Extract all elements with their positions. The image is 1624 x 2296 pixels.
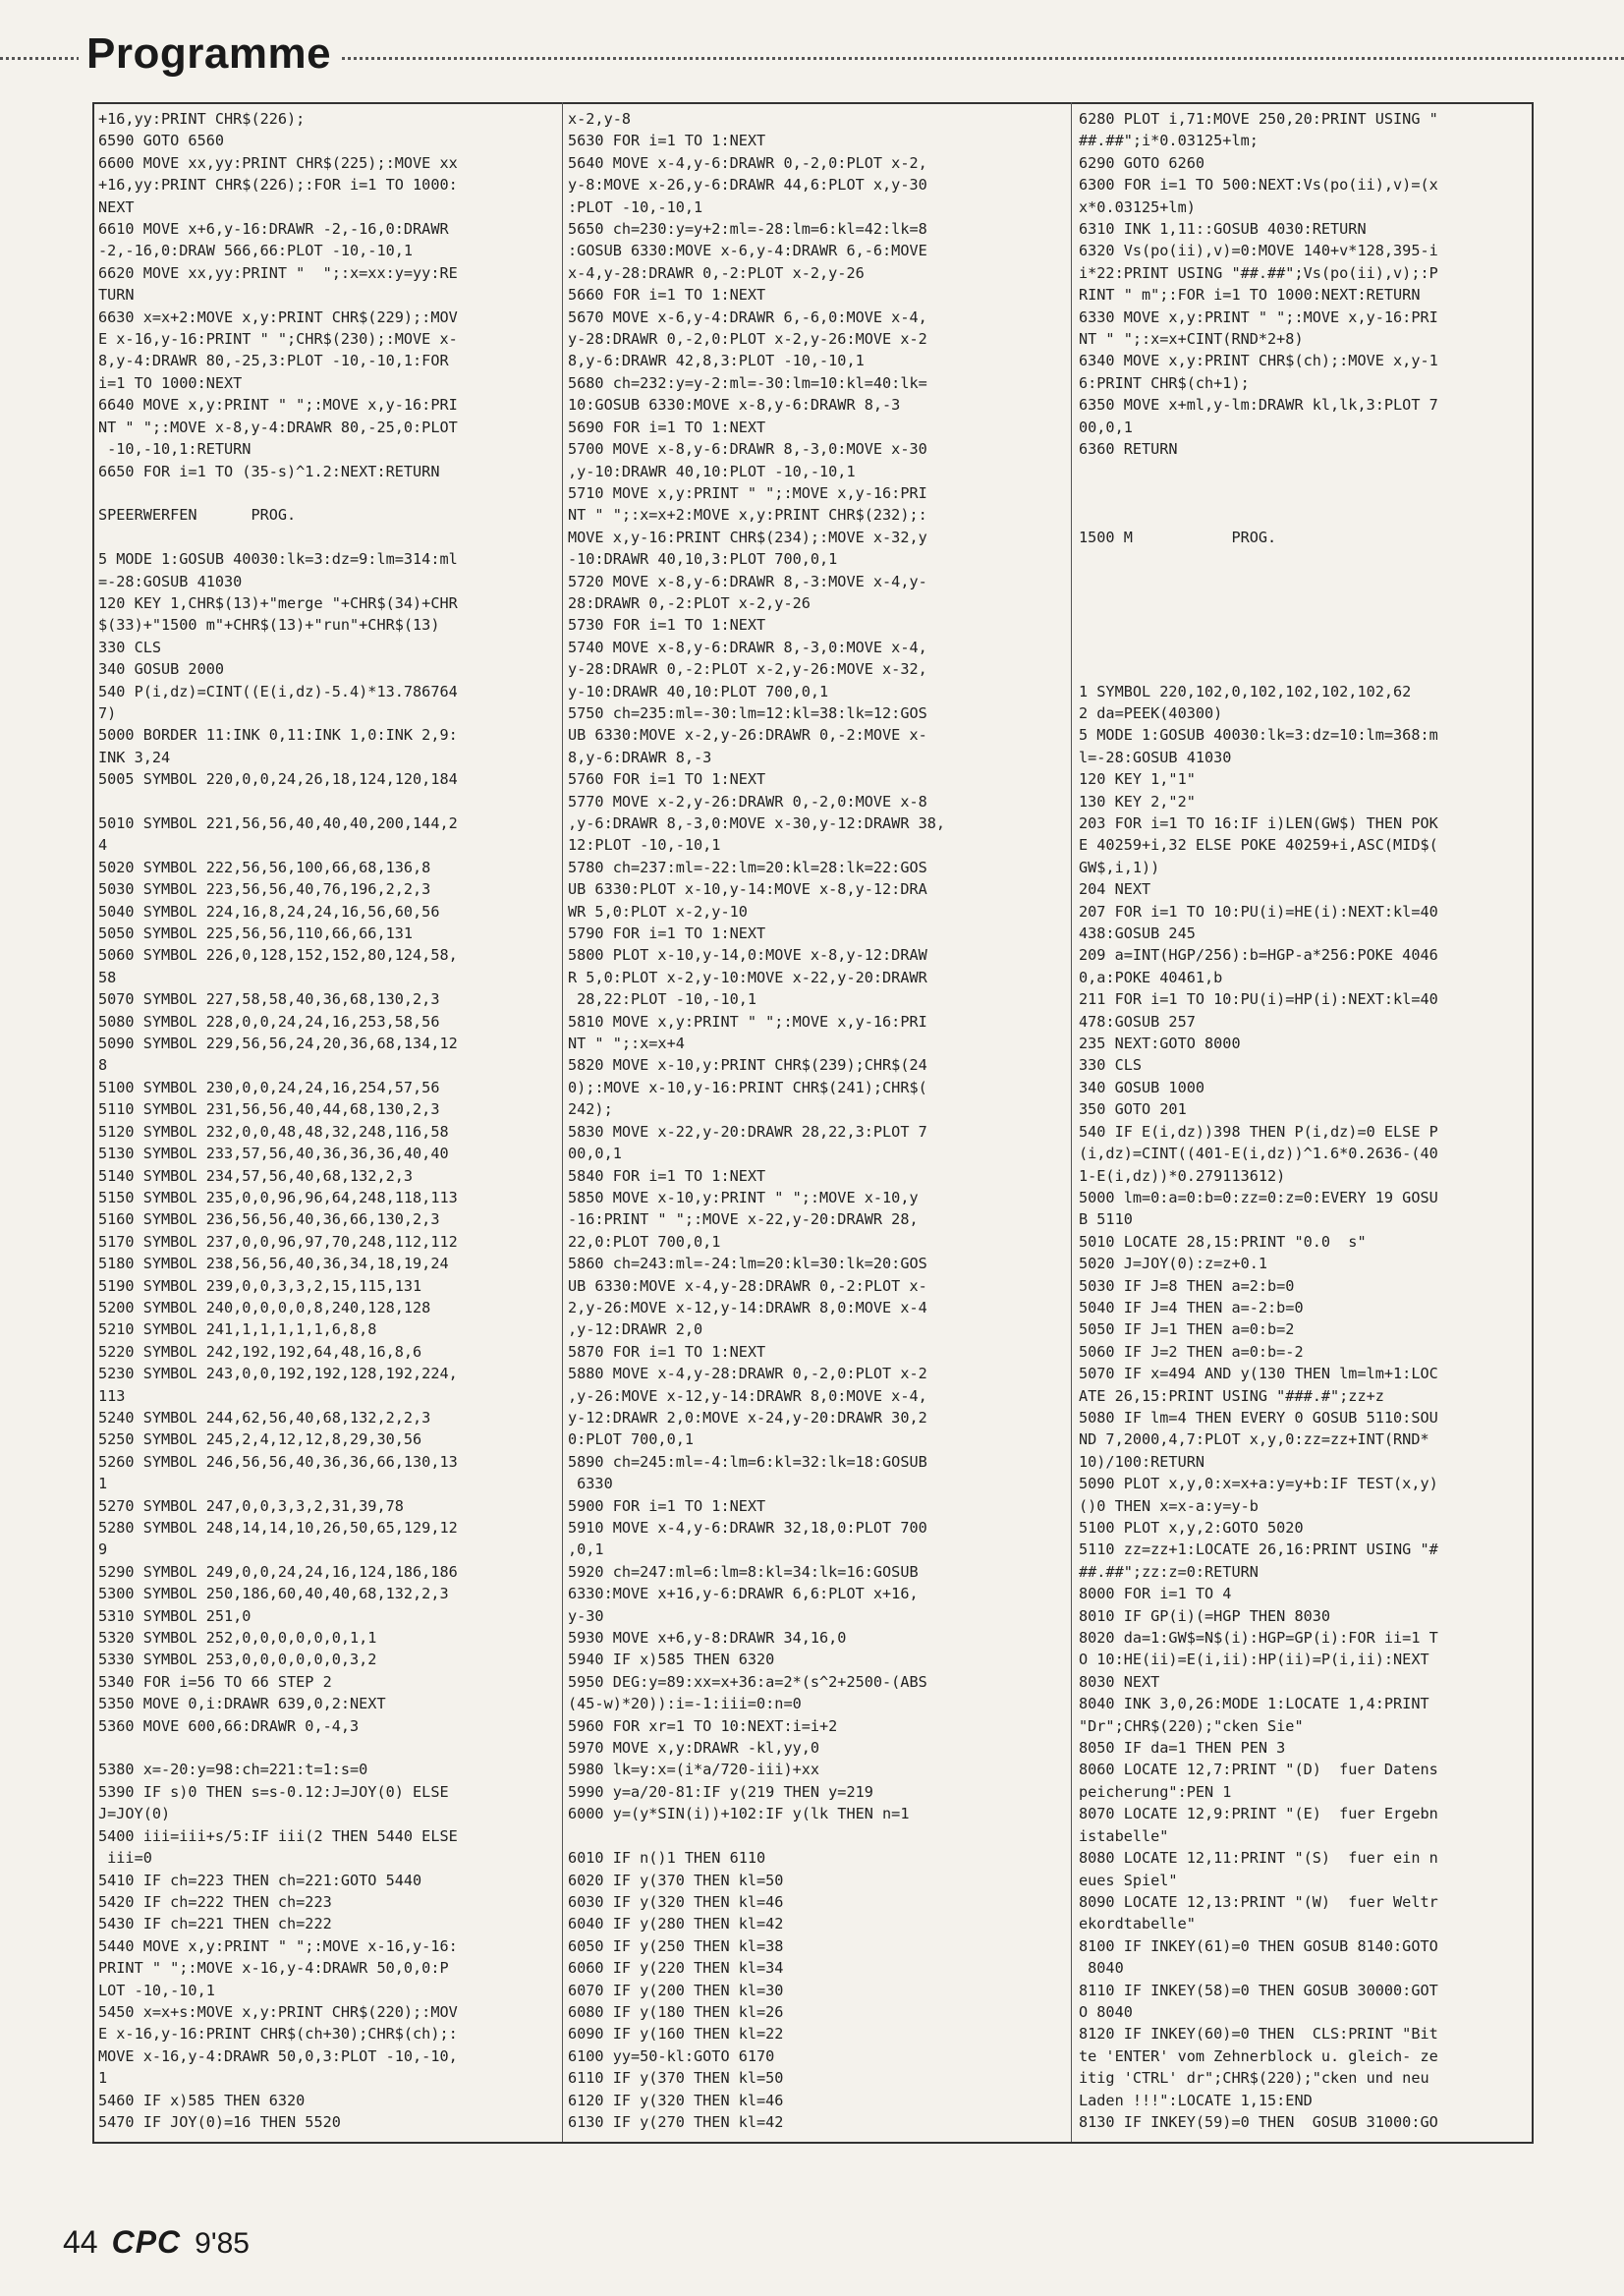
code-line: O 8040: [1079, 2002, 1133, 2021]
code-line: [1079, 461, 1531, 482]
code-line: 5090 PLOT x,y,0:x=x+a:y=y+b:IF TEST(x,y): [1079, 1475, 1438, 1493]
code-line: 438:GOSUB 245: [1079, 924, 1196, 943]
page-number: 44: [63, 2224, 98, 2260]
code-line: 5400 iii=iii+s/5:IF iii(2 THEN 5440 ELSE: [98, 1826, 458, 1845]
code-line: [1079, 571, 1531, 592]
code-line: 5200 SYMBOL 240,0,0,0,0,8,240,128,128: [98, 1298, 431, 1316]
code-line: 5830 MOVE x-22,y-20:DRAWR 28,22,3:PLOT 7: [568, 1122, 927, 1141]
code-line: NT " ";:x=x+4: [568, 1035, 685, 1053]
code-line: 5050 IF J=1 THEN a=0:b=2: [1079, 1320, 1295, 1339]
code-line: 5040 IF J=4 THEN a=-2:b=0: [1079, 1298, 1304, 1316]
code-line: Laden !!!":LOCATE 1,15:END: [1079, 2091, 1313, 2109]
code-line: ()0 THEN x=x-a:y=y-b: [1079, 1496, 1259, 1515]
code-line: 5670 MOVE x-6,y-4:DRAWR 6,-6,0:MOVE x-4,: [568, 308, 927, 326]
code-line: 5180 SYMBOL 238,56,56,40,36,34,18,19,24: [98, 1255, 449, 1273]
code-line: 330 CLS: [1079, 1056, 1143, 1075]
code-line: x-2,y-8: [568, 110, 632, 128]
code-line: 540 IF E(i,dz))398 THEN P(i,dz)=0 ELSE P: [1079, 1122, 1438, 1141]
code-line: 8130 IF INKEY(59)=0 THEN GOSUB 31000:GO: [1079, 2112, 1438, 2131]
code-line: 10)/100:RETURN: [1079, 1452, 1205, 1471]
code-line: 5950 DEG:y=89:xx=x+36:a=2*(s^2+2500-(ABS: [568, 1672, 927, 1691]
code-line: 120 KEY 1,"1": [1079, 770, 1196, 789]
code-line: 5720 MOVE x-8,y-6:DRAWR 8,-3:MOVE x-4,y-: [568, 572, 927, 590]
code-line: 5360 MOVE 600,66:DRAWR 0,-4,3: [98, 1716, 360, 1735]
code-line: 0);:MOVE x-10,y-16:PRINT CHR$(241);CHR$(: [568, 1078, 927, 1096]
code-line: iii=0: [98, 1849, 152, 1868]
code-line: 5080 SYMBOL 228,0,0,24,24,16,253,58,56: [98, 1012, 440, 1031]
code-line: PRINT " ";:MOVE x-16,y-4:DRAWR 50,0,0:P: [98, 1959, 449, 1978]
code-line: 0,a:POKE 40461,b: [1079, 968, 1223, 986]
column-divider: [1071, 102, 1072, 2142]
code-line: 7): [98, 703, 117, 722]
code-line: 6010 IF n()1 THEN 6110: [568, 1849, 766, 1868]
code-line: 113: [98, 1386, 126, 1405]
code-line: [1079, 658, 1531, 680]
code-line: NT " ";:MOVE x-8,y-4:DRAWR 80,-25,0:PLOT: [98, 418, 458, 436]
code-line: 8100 IF INKEY(61)=0 THEN GOSUB 8140:GOTO: [1079, 1936, 1438, 1955]
code-line: 5110 SYMBOL 231,56,56,40,44,68,130,2,3: [98, 1100, 440, 1119]
code-line: 8,y-4:DRAWR 80,-25,3:PLOT -10,-10,1:FOR: [98, 352, 449, 370]
code-line: 5010 SYMBOL 221,56,56,40,40,40,200,144,2: [98, 814, 458, 832]
code-line: 5820 MOVE x-10,y:PRINT CHR$(239);CHR$(24: [568, 1056, 927, 1075]
code-line: 8050 IF da=1 THEN PEN 3: [1079, 1739, 1286, 1758]
code-line: 5440 MOVE x,y:PRINT " ";:MOVE x-16,y-16:: [98, 1936, 458, 1955]
code-line: 22,0:PLOT 700,0,1: [568, 1232, 721, 1251]
code-line: 5080 IF lm=4 THEN EVERY 0 GOSUB 5110:SOU: [1079, 1408, 1438, 1427]
code-line: 6110 IF y(370 THEN kl=50: [568, 2069, 784, 2088]
code-line: 5040 SYMBOL 224,16,8,24,24,16,56,60,56: [98, 902, 440, 921]
code-line: 5005 SYMBOL 220,0,0,24,26,18,124,120,184: [98, 770, 458, 789]
code-line: [98, 482, 558, 504]
code-line: 5320 SYMBOL 252,0,0,0,0,0,0,1,1: [98, 1629, 377, 1648]
code-line: 5980 lk=y:x=(i*a/720-iii)+xx: [568, 1761, 820, 1779]
code-line: 5910 MOVE x-4,y-6:DRAWR 32,18,0:PLOT 700: [568, 1519, 927, 1537]
code-line: 5450 x=x+s:MOVE x,y:PRINT CHR$(220);:MOV: [98, 2002, 458, 2021]
code-line: 10:GOSUB 6330:MOVE x-8,y-6:DRAWR 8,-3: [568, 396, 901, 415]
code-line: =-28:GOSUB 41030: [98, 572, 243, 590]
code-line: 6600 MOVE xx,yy:PRINT CHR$(225);:MOVE xx: [98, 153, 458, 172]
code-line: 8120 IF INKEY(60)=0 THEN CLS:PRINT "Bit: [1079, 2025, 1438, 2044]
code-line: 5920 ch=247:ml=6:lm=8:kl=34:lk=16:GOSUB: [568, 1562, 919, 1581]
code-line: 5390 IF s)0 THEN s=s-0.12:J=JOY(0) ELSE: [98, 1782, 449, 1801]
code-line: 5990 y=a/20-81:IF y(219 THEN y=219: [568, 1782, 873, 1801]
code-line: 9: [98, 1540, 108, 1559]
code-line: -10,-10,1:RETURN: [98, 440, 252, 459]
code-line: 6640 MOVE x,y:PRINT " ";:MOVE x,y-16:PRI: [98, 396, 458, 415]
code-line: [98, 527, 558, 548]
code-line: 8110 IF INKEY(58)=0 THEN GOSUB 30000:GOT: [1079, 1981, 1438, 1999]
code-line: 5700 MOVE x-8,y-6:DRAWR 8,-3,0:MOVE x-30: [568, 440, 927, 459]
code-line: UB 6330:MOVE x-4,y-28:DRAWR 0,-2:PLOT x-: [568, 1276, 927, 1295]
code-line: 5660 FOR i=1 TO 1:NEXT: [568, 286, 766, 305]
code-line: 350 GOTO 201: [1079, 1100, 1187, 1119]
code-line: 8000 FOR i=1 TO 4: [1079, 1585, 1232, 1603]
code-line: INK 3,24: [98, 748, 171, 766]
code-line: 6310 INK 1,11::GOSUB 4030:RETURN: [1079, 220, 1367, 239]
code-line: 5000 BORDER 11:INK 0,11:INK 1,0:INK 2,9:: [98, 726, 458, 745]
code-line: [98, 1737, 558, 1759]
code-line: [1079, 637, 1531, 658]
code-line: 5350 MOVE 0,i:DRAWR 639,0,2:NEXT: [98, 1695, 386, 1713]
code-line: 8: [98, 1056, 108, 1075]
code-line: [1079, 548, 1531, 570]
code-line: 6040 IF y(280 THEN kl=42: [568, 1915, 784, 1933]
code-line: 5100 PLOT x,y,2:GOTO 5020: [1079, 1519, 1304, 1537]
code-line: 5090 SYMBOL 229,56,56,24,20,36,68,134,12: [98, 1035, 458, 1053]
code-line: 5050 SYMBOL 225,56,56,110,66,66,131: [98, 924, 414, 943]
code-line: -2,-16,0:DRAW 566,66:PLOT -10,-10,1: [98, 242, 414, 260]
code-line: l=-28:GOSUB 41030: [1079, 748, 1232, 766]
code-line: 58: [98, 968, 117, 986]
code-line: 204 NEXT: [1079, 880, 1151, 899]
code-line: ATE 26,15:PRINT USING "###.#";zz+z: [1079, 1386, 1384, 1405]
code-line: 5860 ch=243:ml=-24:lm=20:kl=30:lk=20:GOS: [568, 1255, 927, 1273]
code-line: R 5,0:PLOT x-2,y-10:MOVE x-22,y-20:DRAWR: [568, 968, 927, 986]
code-line: 5890 ch=245:ml=-4:lm=6:kl=32:lk=18:GOSUB: [568, 1452, 927, 1471]
code-line: 6330: [568, 1475, 613, 1493]
code-line: [1079, 504, 1531, 526]
code-line: MOVE x,y-16:PRINT CHR$(234);:MOVE x-32,y: [568, 528, 927, 546]
code-line: 5290 SYMBOL 249,0,0,24,24,16,124,186,186: [98, 1562, 458, 1581]
code-line: 5020 SYMBOL 222,56,56,100,66,68,136,8: [98, 858, 431, 876]
code-line: 242);: [568, 1100, 613, 1119]
code-line: i*22:PRINT USING "##.##";Vs(po(ii),v);:P: [1079, 263, 1438, 282]
code-line: 5460 IF x)585 THEN 6320: [98, 2091, 306, 2109]
code-line: (i,dz)=CINT((401-E(i,dz))^1.6*0.2636-(40: [1079, 1145, 1438, 1163]
code-line: y-30: [568, 1606, 604, 1625]
code-line: 5020 J=JOY(0):z=z+0.1: [1079, 1255, 1268, 1273]
code-line: eues Spiel": [1079, 1871, 1178, 1889]
code-line: 5850 MOVE x-10,y:PRINT " ";:MOVE x-10,y: [568, 1188, 919, 1206]
code-line: 5960 FOR xr=1 TO 10:NEXT:i=i+2: [568, 1716, 838, 1735]
code-line: 6050 IF y(250 THEN kl=38: [568, 1936, 784, 1955]
code-line: :GOSUB 6330:MOVE x-6,y-4:DRAWR 6,-6:MOVE: [568, 242, 927, 260]
code-line: 8070 LOCATE 12,9:PRINT "(E) fuer Ergebn: [1079, 1805, 1438, 1823]
code-line: 5060 SYMBOL 226,0,128,152,152,80,124,58,: [98, 946, 458, 965]
code-line: 5070 SYMBOL 227,58,58,40,36,68,130,2,3: [98, 990, 440, 1009]
code-line: 6590 GOTO 6560: [98, 132, 225, 150]
code-line: -16:PRINT " ";:MOVE x-22,y-20:DRAWR 28,: [568, 1210, 919, 1229]
code-line: 5 MODE 1:GOSUB 40030:lk=3:dz=10:lm=368:m: [1079, 726, 1438, 745]
code-line: [1079, 592, 1531, 614]
code-line: 5130 SYMBOL 233,57,56,40,36,36,36,40,40: [98, 1145, 449, 1163]
column-divider: [562, 102, 563, 2142]
code-line: 0:PLOT 700,0,1: [568, 1430, 695, 1449]
code-line: 6650 FOR i=1 TO (35-s)^1.2:NEXT:RETURN: [98, 462, 440, 480]
code-line: 5750 ch=235:ml=-30:lm=12:kl=38:lk=12:GOS: [568, 703, 927, 722]
code-line: 6360 RETURN: [1079, 440, 1178, 459]
code-line: 8020 da=1:GW$=N$(i):HGP=GP(i):FOR ii=1 T: [1079, 1629, 1438, 1648]
code-line: te 'ENTER' vom Zehnerblock u. gleich- ze: [1079, 2046, 1438, 2065]
code-line: 235 NEXT:GOTO 8000: [1079, 1035, 1241, 1053]
code-line: 5220 SYMBOL 242,192,192,64,48,16,8,6: [98, 1342, 422, 1361]
code-line: 5380 x=-20:y=98:ch=221:t=1:s=0: [98, 1761, 368, 1779]
section-title: Programme: [79, 29, 339, 79]
code-line: 5 MODE 1:GOSUB 40030:lk=3:dz=9:lm=314:ml: [98, 550, 458, 569]
code-line: 00,0,1: [568, 1145, 622, 1163]
code-line: 00,0,1: [1079, 418, 1133, 436]
code-line: 8,y-6:DRAWR 8,-3: [568, 748, 712, 766]
code-line: 8,y-6:DRAWR 42,8,3:PLOT -10,-10,1: [568, 352, 865, 370]
code-line: NEXT: [98, 197, 135, 216]
code-line: 5160 SYMBOL 236,56,56,40,36,66,130,2,3: [98, 1210, 440, 1229]
code-line: y-12:DRAWR 2,0:MOVE x-24,y-20:DRAWR 30,2: [568, 1408, 927, 1427]
code-line: 5270 SYMBOL 247,0,0,3,3,2,31,39,78: [98, 1496, 404, 1515]
code-line: 5770 MOVE x-2,y-26:DRAWR 0,-2,0:MOVE x-8: [568, 792, 927, 811]
code-line: 2,y-26:MOVE x-12,y-14:DRAWR 8,0:MOVE x-4: [568, 1298, 927, 1316]
code-line: 330 CLS: [98, 638, 162, 656]
code-line: 5970 MOVE x,y:DRAWR -kl,yy,0: [568, 1739, 820, 1758]
code-line: 12:PLOT -10,-10,1: [568, 836, 721, 855]
code-line: 6320 Vs(po(ii),v)=0:MOVE 140+v*128,395-i: [1079, 242, 1438, 260]
code-line: E 40259+i,32 ELSE POKE 40259+i,ASC(MID$(: [1079, 836, 1438, 855]
code-line: 6300 FOR i=1 TO 500:NEXT:Vs(po(ii),v)=(x: [1079, 176, 1438, 195]
code-line: 120 KEY 1,CHR$(13)+"merge "+CHR$(34)+CHR: [98, 593, 458, 612]
listing-column-1: [98, 108, 558, 2132]
code-line: 5330 SYMBOL 253,0,0,0,0,0,0,3,2: [98, 1651, 377, 1669]
code-line: 8080 LOCATE 12,11:PRINT "(S) fuer ein n: [1079, 1849, 1438, 1868]
code-line: y-28:DRAWR 0,-2:PLOT x-2,y-26:MOVE x-32,: [568, 660, 927, 679]
code-line: RINT " m";:FOR i=1 TO 1000:NEXT:RETURN: [1079, 286, 1421, 305]
code-line: B 5110: [1079, 1210, 1133, 1229]
code-line: 5930 MOVE x+6,y-8:DRAWR 34,16,0: [568, 1629, 847, 1648]
code-line: 5710 MOVE x,y:PRINT " ";:MOVE x,y-16:PRI: [568, 483, 927, 502]
code-line: 5110 zz=zz+1:LOCATE 26,16:PRINT USING "#: [1079, 1540, 1438, 1559]
code-line: 5300 SYMBOL 250,186,60,40,40,68,132,2,3: [98, 1585, 449, 1603]
code-line: [98, 791, 558, 812]
code-line: 6290 GOTO 6260: [1079, 153, 1205, 172]
code-line: [1079, 482, 1531, 504]
code-line: 5340 FOR i=56 TO 66 STEP 2: [98, 1672, 332, 1691]
code-line: 1500 M PROG.: [1079, 528, 1277, 546]
code-line: 5780 ch=237:ml=-22:lm=20:kl=28:lk=22:GOS: [568, 858, 927, 876]
code-line: WR 5,0:PLOT x-2,y-10: [568, 902, 748, 921]
code-line: 6:PRINT CHR$(ch+1);: [1079, 373, 1250, 392]
code-line: 8040 INK 3,0,26:MODE 1:LOCATE 1,4:PRINT: [1079, 1695, 1429, 1713]
code-line: 6070 IF y(200 THEN kl=30: [568, 1981, 784, 1999]
code-line: 2 da=PEEK(40300): [1079, 703, 1223, 722]
code-line: ##.##";zz:z=0:RETURN: [1079, 1562, 1259, 1581]
code-line: 5170 SYMBOL 237,0,0,96,97,70,248,112,112: [98, 1232, 458, 1251]
code-line: 5000 lm=0:a=0:b=0:zz=0:z=0:EVERY 19 GOSU: [1079, 1188, 1438, 1206]
code-line: TURN: [98, 286, 135, 305]
code-line: ND 7,2000,4,7:PLOT x,y,0:zz=zz+INT(RND*: [1079, 1430, 1429, 1449]
listing-column-3: [1079, 108, 1531, 2132]
code-line: 5010 LOCATE 28,15:PRINT "0.0 s": [1079, 1232, 1367, 1251]
code-line: 478:GOSUB 257: [1079, 1012, 1196, 1031]
code-line: y-10:DRAWR 40,10:PLOT 700,0,1: [568, 682, 829, 700]
code-line: 5640 MOVE x-4,y-6:DRAWR 0,-2,0:PLOT x-2,: [568, 153, 927, 172]
code-line: "Dr";CHR$(220);"cken Sie": [1079, 1716, 1304, 1735]
code-line: 1: [98, 1475, 108, 1493]
code-line: y-8:MOVE x-26,y-6:DRAWR 44,6:PLOT x,y-30: [568, 176, 927, 195]
code-line: 5680 ch=232:y=y-2:ml=-30:lm=10:kl=40:lk=: [568, 373, 927, 392]
code-line: 5250 SYMBOL 245,2,4,12,12,8,29,30,56: [98, 1430, 422, 1449]
code-line: 6100 yy=50-kl:GOTO 6170: [568, 2046, 775, 2065]
code-line: 5730 FOR i=1 TO 1:NEXT: [568, 616, 766, 635]
code-line: 5840 FOR i=1 TO 1:NEXT: [568, 1166, 766, 1185]
code-line: -10:DRAWR 40,10,3:PLOT 700,0,1: [568, 550, 838, 569]
code-line: 5430 IF ch=221 THEN ch=222: [98, 1915, 332, 1933]
code-line: MOVE x-16,y-4:DRAWR 50,0,3:PLOT -10,-10,: [98, 2046, 458, 2065]
code-line: 28:DRAWR 0,-2:PLOT x-2,y-26: [568, 593, 811, 612]
code-line: 8030 NEXT: [1079, 1672, 1160, 1691]
code-line: 6120 IF y(320 THEN kl=46: [568, 2091, 784, 2109]
code-line: 5030 IF J=8 THEN a=2:b=0: [1079, 1276, 1295, 1295]
code-line: 1 SYMBOL 220,102,0,102,102,102,102,62: [1079, 682, 1412, 700]
code-line: 5740 MOVE x-8,y-6:DRAWR 8,-3,0:MOVE x-4,: [568, 638, 927, 656]
code-line: x*0.03125+lm): [1079, 197, 1196, 216]
code-line: 207 FOR i=1 TO 10:PU(i)=HE(i):NEXT:kl=40: [1079, 902, 1438, 921]
code-line: peicherung":PEN 1: [1079, 1782, 1232, 1801]
code-line: 6350 MOVE x+ml,y-lm:DRAWR kl,lk,3:PLOT 7: [1079, 396, 1438, 415]
code-line: 8060 LOCATE 12,7:PRINT "(D) fuer Datens: [1079, 1761, 1438, 1779]
code-line: 211 FOR i=1 TO 10:PU(i)=HP(i):NEXT:kl=40: [1079, 990, 1438, 1009]
code-line: 6130 IF y(270 THEN kl=42: [568, 2112, 784, 2131]
magazine-logo: CPC: [111, 2224, 182, 2260]
code-line: 5190 SYMBOL 239,0,0,3,3,2,15,115,131: [98, 1276, 422, 1295]
code-line: ##.##";i*0.03125+lm;: [1079, 132, 1259, 150]
code-line: 5650 ch=230:y=y+2:ml=-28:lm=6:kl=42:lk=8: [568, 220, 927, 239]
code-line: O 10:HE(ii)=E(i,ii):HP(ii)=P(i,ii):NEXT: [1079, 1651, 1429, 1669]
code-line: ekordtabelle": [1079, 1915, 1196, 1933]
code-line: 6020 IF y(370 THEN kl=50: [568, 1871, 784, 1889]
code-line: 540 P(i,dz)=CINT((E(i,dz)-5.4)*13.786764: [98, 682, 458, 700]
page-footer: [63, 2224, 250, 2261]
code-line: 6060 IF y(220 THEN kl=34: [568, 1959, 784, 1978]
code-line: GW$,i,1)): [1079, 858, 1160, 876]
code-line: 5260 SYMBOL 246,56,56,40,36,36,66,130,13: [98, 1452, 458, 1471]
code-line: istabelle": [1079, 1826, 1169, 1845]
code-line: 5100 SYMBOL 230,0,0,24,24,16,254,57,56: [98, 1078, 440, 1096]
code-line: 5210 SYMBOL 241,1,1,1,1,1,6,8,8: [98, 1320, 377, 1339]
code-line: SPEERWERFEN PROG.: [98, 506, 297, 525]
code-line: ,0,1: [568, 1540, 604, 1559]
code-line: 5140 SYMBOL 234,57,56,40,68,132,2,3: [98, 1166, 414, 1185]
code-line: :PLOT -10,-10,1: [568, 197, 703, 216]
code-line: 5070 IF x=494 AND y(130 THEN lm=lm+1:LOC: [1079, 1365, 1438, 1383]
code-line: ,y-6:DRAWR 8,-3,0:MOVE x-30,y-12:DRAWR 38,: [568, 814, 946, 832]
code-line: 8090 LOCATE 12,13:PRINT "(W) fuer Weltr: [1079, 1892, 1438, 1911]
code-line: 5940 IF x)585 THEN 6320: [568, 1651, 775, 1669]
code-line: NT " ";:x=x+2:MOVE x,y:PRINT CHR$(232);:: [568, 506, 927, 525]
code-line: 8040: [1079, 1959, 1124, 1978]
code-line: E x-16,y-16:PRINT CHR$(ch+30);CHR$(ch);:: [98, 2025, 458, 2044]
code-line: 5120 SYMBOL 232,0,0,48,48,32,248,116,58: [98, 1122, 449, 1141]
code-line: 5470 IF JOY(0)=16 THEN 5520: [98, 2112, 341, 2131]
code-line: 5800 PLOT x-10,y-14,0:MOVE x-8,y-12:DRAW: [568, 946, 927, 965]
code-line: ,y-26:MOVE x-12,y-14:DRAWR 8,0:MOVE x-4,: [568, 1386, 927, 1405]
code-line: 6330 MOVE x,y:PRINT " ";:MOVE x,y-16:PRI: [1079, 308, 1438, 326]
code-line: 5870 FOR i=1 TO 1:NEXT: [568, 1342, 766, 1361]
code-line: 5060 IF J=2 THEN a=0:b=-2: [1079, 1342, 1304, 1361]
code-line: [568, 1825, 1039, 1847]
code-line: 6030 IF y(320 THEN kl=46: [568, 1892, 784, 1911]
code-line: 8010 IF GP(i)(=HGP THEN 8030: [1079, 1606, 1331, 1625]
code-line: 5410 IF ch=223 THEN ch=221:GOTO 5440: [98, 1871, 422, 1889]
code-line: UB 6330:MOVE x-2,y-26:DRAWR 0,-2:MOVE x-: [568, 726, 927, 745]
code-line: 340 GOSUB 1000: [1079, 1078, 1205, 1096]
code-line: 5310 SYMBOL 251,0: [98, 1606, 252, 1625]
code-line: 5630 FOR i=1 TO 1:NEXT: [568, 132, 766, 150]
code-line: 6090 IF y(160 THEN kl=22: [568, 2025, 784, 2044]
code-line: NT " ";:x=x+CINT(RND*2+8): [1079, 330, 1304, 349]
code-line: 5880 MOVE x-4,y-28:DRAWR 0,-2,0:PLOT x-2: [568, 1365, 927, 1383]
code-line: UB 6330:PLOT x-10,y-14:MOVE x-8,y-12:DRA: [568, 880, 927, 899]
code-line: 5230 SYMBOL 243,0,0,192,192,128,192,224,: [98, 1365, 458, 1383]
code-line: 340 GOSUB 2000: [98, 660, 225, 679]
code-line: 5280 SYMBOL 248,14,14,10,26,50,65,129,12: [98, 1519, 458, 1537]
code-line: 6340 MOVE x,y:PRINT CHR$(ch);:MOVE x,y-1: [1079, 352, 1438, 370]
code-line: itig 'CTRL' dr";CHR$(220);"cken und neu: [1079, 2069, 1429, 2088]
code-line: 6080 IF y(180 THEN kl=26: [568, 2002, 784, 2021]
code-line: [1079, 614, 1531, 636]
code-line: 1: [98, 2069, 108, 2088]
code-line: 5690 FOR i=1 TO 1:NEXT: [568, 418, 766, 436]
code-line: 5240 SYMBOL 244,62,56,40,68,132,2,2,3: [98, 1408, 431, 1427]
code-line: +16,yy:PRINT CHR$(226);: [98, 110, 306, 128]
code-line: +16,yy:PRINT CHR$(226);:FOR i=1 TO 1000:: [98, 176, 458, 195]
code-line: $(33)+"1500 m"+CHR$(13)+"run"+CHR$(13): [98, 616, 440, 635]
code-line: 209 a=INT(HGP/256):b=HGP-a*256:POKE 4046: [1079, 946, 1438, 965]
code-line: y-28:DRAWR 0,-2,0:PLOT x-2,y-26:MOVE x-2: [568, 330, 927, 349]
code-line: LOT -10,-10,1: [98, 1981, 215, 1999]
code-line: 5790 FOR i=1 TO 1:NEXT: [568, 924, 766, 943]
code-line: i=1 TO 1000:NEXT: [98, 373, 243, 392]
code-line: E x-16,y-16:PRINT " ";CHR$(230);:MOVE x-: [98, 330, 458, 349]
code-line: 5150 SYMBOL 235,0,0,96,96,64,248,118,113: [98, 1188, 458, 1206]
issue-label: 9'85: [195, 2227, 250, 2260]
code-line: 5760 FOR i=1 TO 1:NEXT: [568, 770, 766, 789]
code-line: 1-E(i,dz))*0.279113612): [1079, 1166, 1286, 1185]
listing-column-2: [568, 108, 1039, 2132]
code-line: 5420 IF ch=222 THEN ch=223: [98, 1892, 332, 1911]
code-line: 4: [98, 836, 108, 855]
code-line: 203 FOR i=1 TO 16:IF i)LEN(GW$) THEN POK: [1079, 814, 1438, 832]
code-line: 6330:MOVE x+16,y-6:DRAWR 6,6:PLOT x+16,: [568, 1585, 919, 1603]
code-line: ,y-10:DRAWR 40,10:PLOT -10,-10,1: [568, 462, 856, 480]
code-line: J=JOY(0): [98, 1805, 171, 1823]
code-line: ,y-12:DRAWR 2,0: [568, 1320, 703, 1339]
code-line: x-4,y-28:DRAWR 0,-2:PLOT x-2,y-26: [568, 263, 865, 282]
code-line: 130 KEY 2,"2": [1079, 792, 1196, 811]
code-line: 5900 FOR i=1 TO 1:NEXT: [568, 1496, 766, 1515]
code-line: (45-w)*20)):i=-1:iii=0:n=0: [568, 1695, 802, 1713]
code-line: 6630 x=x+2:MOVE x,y:PRINT CHR$(229);:MOV: [98, 308, 458, 326]
code-line: 6280 PLOT i,71:MOVE 250,20:PRINT USING ": [1079, 110, 1438, 128]
code-line: 5810 MOVE x,y:PRINT " ";:MOVE x,y-16:PRI: [568, 1012, 927, 1031]
code-line: 6610 MOVE x+6,y-16:DRAWR -2,-16,0:DRAWR: [98, 220, 449, 239]
code-line: 6000 y=(y*SIN(i))+102:IF y(lk THEN n=1: [568, 1805, 910, 1823]
code-line: 28,22:PLOT -10,-10,1: [568, 990, 757, 1009]
code-line: 6620 MOVE xx,yy:PRINT " ";:x=xx:y=yy:RE: [98, 263, 458, 282]
code-line: 5030 SYMBOL 223,56,56,40,76,196,2,2,3: [98, 880, 431, 899]
